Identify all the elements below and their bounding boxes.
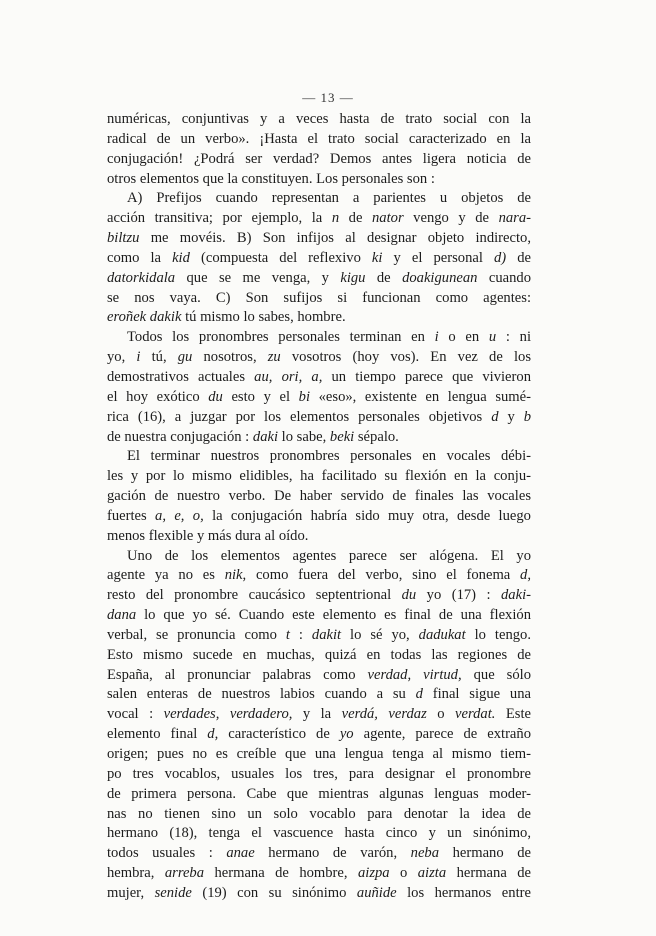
text-line [107, 805, 531, 825]
text-run: Uno de los elementos agentes parece ser alógena. El yo [127, 547, 531, 564]
text-run: El terminar nuestros pronombres personales en vocales débi- [127, 448, 531, 465]
italic-term: eroñek dakik [107, 309, 182, 326]
text-run: Todos los pronombres personales terminan en [127, 329, 435, 346]
text-run: po tres vocablos, usuales los tres, para designar el pronombre [107, 765, 531, 782]
text-line [107, 646, 531, 666]
text-run: acción transitiva; por ejemplo, la [107, 210, 332, 227]
text-line [107, 884, 531, 904]
text-run: menos flexible y más dura al oído. [107, 527, 309, 544]
text-run: yo, [107, 349, 137, 366]
paragraph [107, 110, 531, 189]
text-run: un tiempo parece que vivieron [322, 368, 531, 385]
text-line [107, 864, 531, 884]
text-run: esto y el [222, 388, 299, 405]
italic-term: verdá, verdaz [341, 706, 427, 723]
text-line [107, 170, 531, 190]
text-run: lo que yo sé. Cuando este elemento es final de una flexión [136, 607, 531, 624]
text-run: como fuera del verbo, sino el fonema [246, 567, 521, 584]
text-line [107, 269, 531, 289]
text-run: elemento final [107, 726, 208, 743]
italic-term: anae [226, 845, 255, 862]
text-run: o [426, 706, 456, 723]
text-run: como la [107, 249, 173, 266]
paragraph [107, 189, 531, 328]
text-line [107, 408, 531, 428]
text-run: demostrativos actuales [107, 368, 255, 385]
italic-term: senide [154, 884, 192, 901]
text-run: hermana de [446, 865, 532, 882]
text-run: de nuestra conjugación : [107, 428, 253, 445]
italic-term: auñide [356, 884, 397, 901]
text-run: (19) con su sinónimo [191, 884, 357, 901]
text-line [107, 824, 531, 844]
text-run: fuertes [107, 507, 156, 524]
text-line [107, 130, 531, 150]
text-line [107, 289, 531, 309]
text-run: radical de un verbo». ¡Hasta el trato social caracterizado en la [107, 130, 531, 147]
text-run: vosotros (hoy vos). En vez de los [280, 349, 532, 366]
text-run: resto del pronombre caucásico septentrional [107, 587, 402, 604]
text-run: : ni [496, 329, 531, 346]
text-run: Este [495, 706, 531, 723]
italic-term: doakigunean [402, 269, 478, 286]
text-run: nosotros, [192, 349, 268, 366]
paragraph [107, 447, 531, 546]
text-run: gación de nuestro verbo. De haber servido de finales las vocales [107, 488, 531, 505]
text-line [107, 447, 531, 467]
italic-term: au, ori, a, [254, 368, 323, 385]
text-line [107, 745, 531, 765]
text-run: hermano de [439, 845, 531, 862]
italic-term: nara- [498, 210, 531, 227]
text-run: (compuesta del reflexivo [189, 249, 372, 266]
text-run: Esto mismo sucede en muchas, quizá en todas las regiones de [107, 646, 531, 663]
italic-term: du [401, 587, 417, 604]
italic-term: i [136, 349, 141, 366]
text-run: hembra, [107, 865, 165, 882]
italic-term: u [488, 329, 497, 346]
italic-term: d) [493, 249, 507, 266]
italic-term: b [523, 408, 531, 425]
text-run: hermana de hombre, [204, 865, 358, 882]
text-run: de primera persona. Cabe que mientras algunas lenguas moder- [107, 785, 531, 802]
paragraph [107, 547, 531, 904]
text-run: España, al pronunciar palabras como [107, 666, 368, 683]
text-line [107, 785, 531, 805]
text-run: numéricas, conjuntivas y a veces hasta de trato social con la [107, 111, 531, 127]
text-run: me movéis. B) Son infijos al designar objeto indirecto, [139, 230, 531, 247]
italic-term: i [434, 329, 439, 346]
italic-term: d [491, 408, 499, 425]
text-run: lo sabe, [278, 428, 330, 445]
text-run: rica (16), a juzgar por los elementos personales objetivos [107, 408, 492, 425]
italic-term: d, [520, 567, 531, 584]
text-line [107, 606, 531, 626]
paragraph [107, 328, 531, 447]
text-run: tú mismo lo sabes, hombre. [181, 309, 346, 326]
text-line [107, 844, 531, 864]
text-line [107, 507, 531, 527]
text-run: vengo y de [403, 210, 499, 227]
italic-term: bi [298, 388, 310, 405]
text-run: de [365, 269, 403, 286]
italic-term: kid [172, 249, 190, 266]
body-text [107, 110, 531, 904]
italic-term: beki [329, 428, 355, 445]
italic-term: neba [410, 845, 440, 862]
text-run: de [506, 249, 531, 266]
text-line [107, 368, 531, 388]
italic-term: arreba [164, 865, 205, 882]
text-run: mujer, [107, 884, 155, 901]
text-run: conjugación! ¿Podrá ser verdad? Demos antes ligera noticia de [107, 150, 531, 167]
text-line [107, 666, 531, 686]
text-run: de [339, 210, 372, 227]
text-run: agente, parece de extraño [353, 726, 531, 743]
italic-term: daki- [501, 587, 531, 604]
italic-term: datorkidala [107, 269, 176, 286]
text-line [107, 428, 531, 448]
page-number: — 13 — [302, 90, 354, 105]
text-line [107, 249, 531, 269]
text-run: yo (17) : [416, 587, 501, 604]
italic-term: ki [371, 249, 383, 266]
italic-term: aizpa [357, 865, 390, 882]
text-run: que sólo [461, 666, 531, 683]
text-run: origen; pues no es creíble que una lengua tenga al mismo tiem- [107, 746, 531, 762]
italic-term: n [331, 210, 340, 227]
text-line [107, 626, 531, 646]
text-line [107, 527, 531, 547]
italic-term: verdad, virtud, [367, 666, 462, 683]
text-run: los hermanos entre [396, 884, 531, 901]
text-line [107, 229, 531, 249]
text-line [107, 487, 531, 507]
italic-term: dadukat [418, 626, 466, 643]
text-run: lo tengo. [465, 626, 531, 643]
text-line [107, 110, 531, 130]
text-line [107, 150, 531, 170]
text-line [107, 725, 531, 745]
text-run: : [289, 626, 312, 643]
text-run: o [389, 865, 418, 882]
italic-term: kigu [340, 269, 366, 286]
text-run: se nos vaya. C) Son sufijos si funcionan como agentes: [107, 289, 531, 306]
italic-term: du [208, 388, 223, 405]
text-run: cuando [477, 269, 531, 286]
text-line [107, 685, 531, 705]
text-line [107, 547, 531, 567]
text-run: final sigue una [422, 686, 531, 703]
italic-term: verdades, verdadero, [163, 706, 293, 723]
italic-term: aizta [417, 865, 447, 882]
italic-term: t [285, 626, 290, 643]
text-run: el hoy exótico [107, 388, 209, 405]
italic-term: biltzu [107, 230, 140, 247]
text-run: otros elementos que la constituyen. Los personales son : [107, 170, 435, 187]
italic-term: zu [267, 349, 281, 366]
italic-term: verdat. [455, 706, 496, 723]
text-line [107, 328, 531, 348]
text-run: característico de [218, 726, 340, 743]
text-run: verbal, se pronuncia como [107, 626, 286, 643]
text-run: agente ya no es [107, 567, 225, 584]
text-line [107, 467, 531, 487]
italic-term: dakit [311, 626, 342, 643]
text-run: nas no tienen sino un solo vocablo para denotar la idea de [107, 805, 531, 822]
italic-term: nator [372, 210, 404, 227]
text-run: salen enteras de nuestros labios cuando a su [107, 686, 416, 703]
italic-term: yo [339, 726, 354, 743]
italic-term: gu [177, 349, 193, 366]
text-line [107, 705, 531, 725]
text-run: hermano de varón, [254, 845, 411, 862]
italic-term: d, [207, 726, 219, 743]
italic-term: a, e, o, [155, 507, 204, 524]
text-line [107, 566, 531, 586]
text-run: A) Prefijos cuando representan a parientes u objetos de [127, 190, 531, 207]
text-run: todos usuales : [107, 845, 227, 862]
text-line [107, 308, 531, 328]
text-line [107, 348, 531, 368]
text-run: les y por lo mismo elidibles, ha facilitado su flexión en la conju- [107, 468, 531, 485]
text-run: vocal : [107, 706, 164, 723]
text-run: y la [292, 706, 342, 723]
text-run: y el personal [382, 249, 494, 266]
italic-term: daki [252, 428, 279, 445]
italic-term: dana [107, 607, 137, 624]
text-line [107, 586, 531, 606]
italic-term: d [415, 686, 423, 703]
text-run: y [498, 408, 524, 425]
text-run: la conjugación habría sido muy otra, desde luego [203, 507, 531, 524]
text-run: «eso», existente en lengua sumé- [310, 388, 531, 405]
text-run: que se me venga, y [175, 269, 341, 286]
text-run: tú, [140, 349, 178, 366]
text-line [107, 209, 531, 229]
text-line [107, 388, 531, 408]
italic-term: nik, [224, 567, 247, 584]
text-run: hermano (18), tenga el vascuence hasta cinco y un sinónimo, [107, 825, 531, 842]
text-run: o en [438, 329, 489, 346]
text-run: lo sé yo, [341, 626, 419, 643]
text-run: sépalo. [354, 428, 399, 445]
text-line [107, 189, 531, 209]
text-line [107, 765, 531, 785]
